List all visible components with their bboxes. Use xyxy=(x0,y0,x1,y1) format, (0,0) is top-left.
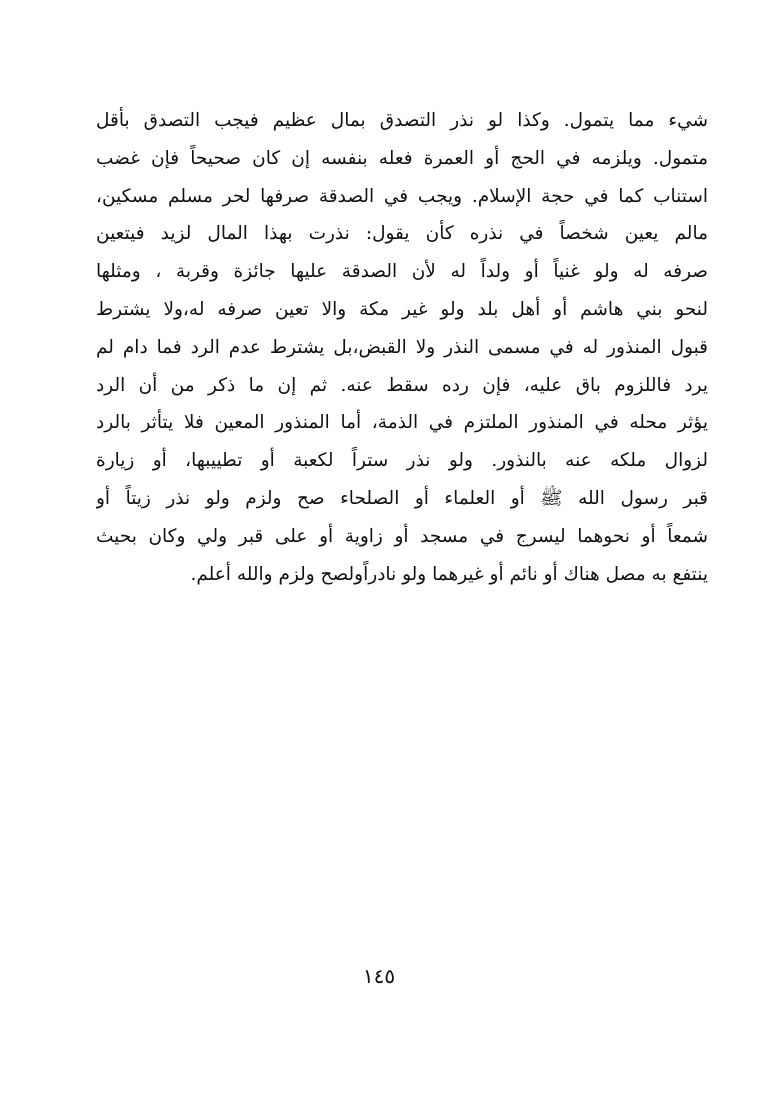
text-line: لزوال ملكه عنه بالنذور. ولو نذر ستراً لكعبة أو تطييبها، أو زيارة xyxy=(96,450,708,472)
text-line: مالم يعين شخصاً في نذره كأن يقول: نذرت بهذا المال لزيد فيتعين xyxy=(96,223,708,245)
text-line: قبول المنذور له في مسمى النذر ولا القبض،بل يشترط عدم الرد فما دام لم xyxy=(96,336,708,358)
text-line: استناب كما في حجة الإسلام. ويجب في الصدقة صرفها لحر مسلم مسكين، xyxy=(96,185,708,207)
text-line: قبر رسول الله ﷺ أو العلماء أو الصلحاء صح ولزم ولو نذر زيتاً أو xyxy=(96,487,708,509)
text-line: يرد فاللزوم باق عليه، فإن رده سقط عنه. ثم إن ما ذكر من أن الرد xyxy=(96,374,708,396)
text-line: متمول. ويلزمه في الحج أو العمرة فعله بنفسه إن كان صحيحاً فإن غضب xyxy=(96,147,708,169)
text-line: شمعاً أو نحوهما ليسرج في مسجد أو زاوية أو على قبر ولي وكان بحيث xyxy=(96,525,708,547)
text-line: شيء مما يتمول. وكذا لو نذر التصدق بمال عظيم فيجب التصدق بأقل xyxy=(96,110,708,131)
page-number: ١٤٥ xyxy=(362,964,396,988)
body-text xyxy=(96,102,708,593)
text-line: يؤثر محله في المنذور الملتزم في الذمة، أما المنذور المعين فلا يتأثر بالرد xyxy=(96,412,708,434)
text-line: لنحو بني هاشم أو أهل بلد ولو غير مكة والا تعين صرفه له،ولا يشترط xyxy=(96,298,708,320)
text-line: صرفه له ولو غنياً أو ولداً له لأن الصدقة عليها جائزة وقربة ، ومثلها xyxy=(96,261,708,283)
text-line-last: ينتفع به مصل هناك أو نائم أو غيرهما ولو نادراًولصح ولزم والله أعلم. xyxy=(190,563,708,585)
